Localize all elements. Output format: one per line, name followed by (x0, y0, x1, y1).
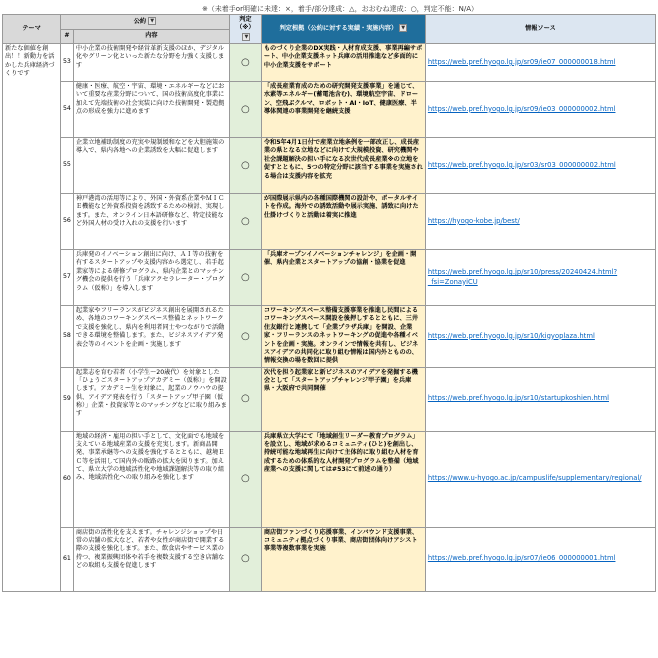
source-cell[interactable] (425, 138, 655, 194)
row-number-cell[interactable]: 54 (61, 82, 74, 138)
table-row[interactable] (3, 527, 656, 591)
judgment-cell[interactable]: ○ (229, 194, 261, 250)
filter-dropdown-icon[interactable]: ▼ (148, 17, 156, 25)
row-number-cell[interactable]: 58 (61, 306, 74, 368)
judgment-legend-note: ※（未着手or明確に未達：×，着手/部分達成：△，おおむね達成：○，判定不能：N/A） (201, 5, 479, 13)
filter-dropdown-icon[interactable]: ▼ (399, 24, 407, 32)
pledge-content-cell[interactable]: 兵庫発のイノベーション創出に向け、ＡＩ等の技術を有するスタートアップや支援内容から選定し、若手起業家等による研修プログラム、県内企業とのマッチング機会の提供を行う「兵庫アクセラレーター・プログラム（仮称）」を導入します (73, 250, 229, 306)
header-judgment[interactable]: 判定（※）▼ (229, 15, 261, 44)
header-content[interactable]: 内容 (73, 30, 229, 44)
table-row[interactable] (3, 194, 656, 250)
row-number-cell[interactable]: 55 (61, 138, 74, 194)
source-link[interactable]: https://web.pref.hyogo.lg.jp/sr10/press/20240424.html?_fsi=ZonayiCU (427, 268, 618, 286)
judgment-cell[interactable]: ○ (229, 44, 261, 82)
row-number-cell[interactable]: 57 (61, 250, 74, 306)
table-row[interactable] (3, 367, 656, 431)
row-number-cell[interactable]: 56 (61, 194, 74, 250)
source-cell[interactable] (425, 527, 655, 591)
source-cell[interactable] (425, 44, 655, 82)
status-cell[interactable]: 兵庫県立大学にて「地域創生リーダー教育プログラム」を設立し、地域が求めるコミュニティ(ひと)を創出し、持続可能な地域再生に向けて主体的に取り組む人材を育成するための体系的な人材開発プログラムを整備（地域産業への支援に関しては#53にて前述の通り） (261, 431, 425, 527)
header-source[interactable]: 情報ソース (425, 15, 655, 44)
source-link[interactable]: https://web.pref.hyogo.lg.jp/sr03/sr03_000000002.html (427, 160, 616, 169)
theme-cell[interactable]: 新たな価値を創出！！新動力を活かした兵庫経済づくりです (3, 44, 61, 592)
pledge-content-cell[interactable]: 中小企業の技術開発や経営革新支援のほか、デジタル化やグリーン化といった新たな分野を力強く支援します (73, 44, 229, 82)
table-row[interactable] (3, 138, 656, 194)
pledge-content-cell[interactable]: 起業志を育む若者（小学生〜20歳代）を対象とした「ひょうごスタートアップアカデミー（仮称）」を開設します。アカデミー生を対象に、起業のノウハウの提供、アイデア発表を行う「スタートアップ甲子園（仮称）」企業・投資家等とのマッチングなどに取り組みます (73, 367, 229, 431)
source-link[interactable]: https://web.pref.hyogo.lg.jp/sr10/kigyoplaza.html (427, 331, 595, 340)
source-cell[interactable] (425, 306, 655, 368)
header-pledge[interactable]: 公約 ▼ (61, 15, 230, 30)
pledge-content-cell[interactable]: 企業立地補助制度の充実や規制緩和などを大胆施策の導入で、県内各地への企業誘致を大幅に促進します (73, 138, 229, 194)
judgment-cell[interactable]: ○ (229, 431, 261, 527)
header-theme[interactable]: テーマ (3, 15, 61, 44)
table-row[interactable] (3, 250, 656, 306)
source-cell[interactable] (425, 194, 655, 250)
judgment-cell[interactable]: ○ (229, 527, 261, 591)
header-number[interactable]: # (61, 30, 74, 44)
status-cell[interactable]: 「成長産業育成のための研究開発支援事業」を通じて、水素等エネルギー(蓄電池含む)、環境航空宇宙、ドローン、空飛ぶクルマ、ロボット・AI・IoT、健康医療、半導体関連の事業開発を継続支援 (261, 82, 425, 138)
pledge-evaluation-table (2, 14, 656, 592)
table-row[interactable] (3, 44, 656, 82)
judgment-cell[interactable]: ○ (229, 138, 261, 194)
source-cell[interactable] (425, 82, 655, 138)
judgment-cell[interactable]: ○ (229, 367, 261, 431)
pledge-content-cell[interactable]: 神戸港湾の活用等により、外国・外資系企業やＭＩＣＥ機能など外資系投資を誘致するための検討、実現します。また、オンライン日本語研修など、特定技能など外国人材の受け入れの支援を行います (73, 194, 229, 250)
row-number-cell[interactable]: 59 (61, 367, 74, 431)
source-cell[interactable] (425, 431, 655, 527)
status-cell[interactable]: 商店街ファンづくり応援事業、インバウンド支援事業、コミュニティ拠点づくり事業、商店街団体向けアシスト事業等複数事業を実施 (261, 527, 425, 591)
status-cell[interactable]: が国際展示県内の各種国際機関の設計や、ポータルサイトを作成。海外での誘致活動や展示実施、誘致に向けた仕掛けづくりと活動は着実に推進 (261, 194, 425, 250)
row-number-cell[interactable]: 61 (61, 527, 74, 591)
filter-dropdown-icon[interactable]: ▼ (242, 33, 250, 41)
pledge-content-cell[interactable]: 地域の経済・雇用の担い手として、文化面でも地域を支えている地域産業の支援を充実します。新商品開発、事業承継等への支援を強化するとともに、越境ＥＣ等を活用して国内外の販路の拡大を図ります。加えて、県立大学の地域活性化や地域課題解決等の取り組み、地域活性化への取り組みを強化します (73, 431, 229, 527)
status-cell[interactable]: ものづくり企業のDX実践・人材育成支援、事業再編サポート、中小企業支援ネット兵庫の活用推進など多面的に中小企業支援をサポート (261, 44, 425, 82)
status-cell[interactable]: 令和5年4月1日付で産業立地条例を一部改正し、成長産業の県となる立地などに向けて大規模投資、研究機関や社会課題解決の担い手になる次世代成長産業※の立地を促すとともに、5つの特定分野に該当する事業を実施される場合は支援内容を拡充 (261, 138, 425, 194)
pledge-content-cell[interactable]: 起業家やフリーランスがビジネス創出を展開されるため、各地のコワーキングスペース整備とネットワークで支援を強化し、県内を利用者同士やつながりで活動できる環境を整備します。また、ビジネスアイデア発表会等のイベントを企画・実施します (73, 306, 229, 368)
source-cell[interactable] (425, 367, 655, 431)
source-link[interactable]: https://www.u-hyogo.ac.jp/campuslife/supplementary/regional/ (427, 474, 642, 483)
source-link[interactable]: https://hyogo-kobe.jp/best/ (427, 216, 520, 225)
status-cell[interactable]: コワーキングスペース整備支援事業を推進し民間によるコワーキングスペース開設を後押しするとともに、三井住友銀行と連携して「企業プラザ兵庫」を開設、企業家・フリーランスのネットワーキングの促進や各種イベントを企画・実施。オンラインで情報を共有し、ビジネスアイデアの共同化に取り組む情報は国内外とものの、情報交換の場を数回に提供 (261, 306, 425, 368)
row-number-cell[interactable]: 60 (61, 431, 74, 527)
table-row[interactable] (3, 82, 656, 138)
judgment-cell[interactable]: ○ (229, 306, 261, 368)
source-link[interactable]: https://web.pref.hyogo.lg.jp/sr09/ie03_000000002.html (427, 104, 616, 113)
judgment-cell[interactable]: ○ (229, 250, 261, 306)
table-row[interactable] (3, 431, 656, 527)
status-cell[interactable]: 「兵庫オープンイノベーションチャレンジ」を企画・開催、県内企業とスタートアップの協創・協業を促進 (261, 250, 425, 306)
pledge-content-cell[interactable]: 健康・医療、航空・宇宙、環境・エネルギーなどにおいて重要な産業分野について、国の技術高度化事業に加えて先端技術の社会実装に向けた技術開発・製造拠点の形成を強力に進めます (73, 82, 229, 138)
status-cell[interactable]: 次代を担う起業家と新ビジネスのアイデアを発掘する機会として「スタートアップチャレンジ甲子園」を兵庫県・大阪府で共同開催 (261, 367, 425, 431)
judgment-cell[interactable]: ○ (229, 82, 261, 138)
header-status[interactable]: 判定根拠（公約に対する実績・実施内容） ▼ (261, 15, 425, 44)
source-link[interactable]: https://web.pref.hyogo.lg.jp/sr10/startupkoshien.html (427, 394, 609, 403)
row-number-cell[interactable]: 53 (61, 44, 74, 82)
source-link[interactable]: https://web.pref.hyogo.lg.jp/sr09/ie07_000000018.html (427, 57, 616, 66)
source-cell[interactable] (425, 250, 655, 306)
pledge-content-cell[interactable]: 商店街の活性化を支えます。チャレンジショップや日常の店舗の拡大など、若者や女性が商店街で開業する際の支援を強化します。また、飲食店やサービス業の持つ、複業振興団体や若手を複数支援する空き店舗などの取組も支援を促進します (73, 527, 229, 591)
table-row[interactable] (3, 306, 656, 368)
source-link[interactable]: https://web.pref.hyogo.lg.jp/sr07/ie06_000000001.html (427, 554, 616, 563)
